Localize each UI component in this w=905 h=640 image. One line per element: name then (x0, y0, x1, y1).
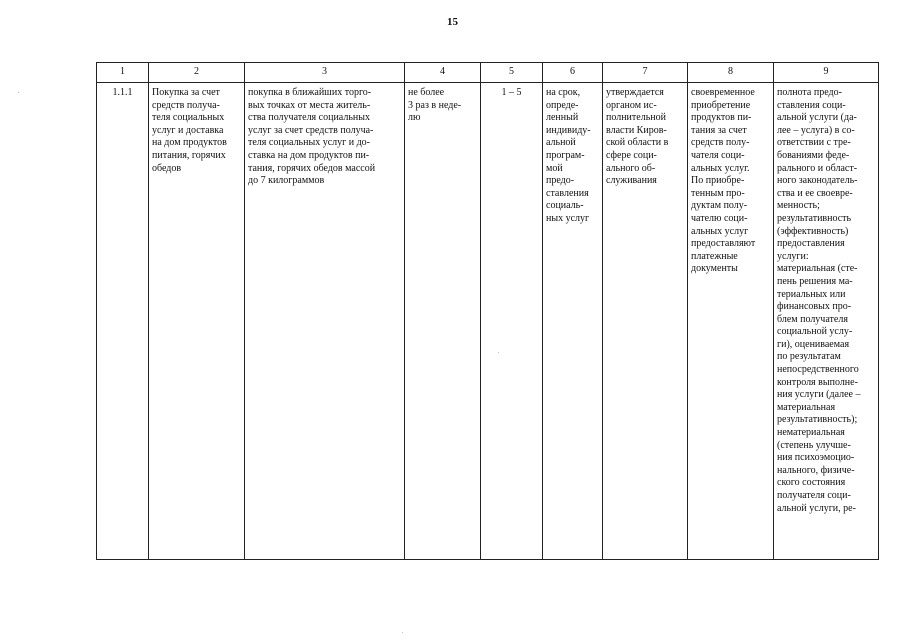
column-header-5: 5 (481, 63, 543, 83)
column-header-7: 7 (603, 63, 688, 83)
column-header-9: 9 (774, 63, 879, 83)
column-header-3: 3 (245, 63, 405, 83)
scan-speck (498, 352, 499, 353)
scan-speck (18, 92, 19, 93)
service-conditions: своевременное приобретение продуктов пи- тания за счет средств полу- чателя соци- альных услуг. По приобре- тенным про- дуктам полу- чателю соци- альных услуг предоставляют платежные документы (688, 83, 774, 560)
service-duration: 1 – 5 (481, 83, 543, 560)
service-term: на срок, опреде- ленный индивиду- альной програм- мой предо- ставления социаль- ных услуг (543, 83, 603, 560)
service-name: Покупка за счет средств получа- теля социальных услуг и доставка на дом продуктов питания, горячих обедов (149, 83, 245, 560)
service-frequency: не более 3 раз в неде- лю (405, 83, 481, 560)
column-header-1: 1 (97, 63, 149, 83)
service-number: 1.1.1 (97, 83, 149, 560)
table-header-row (97, 63, 879, 83)
column-header-4: 4 (405, 63, 481, 83)
table-row (97, 83, 879, 560)
services-table (96, 62, 879, 560)
column-header-6: 6 (543, 63, 603, 83)
column-header-8: 8 (688, 63, 774, 83)
column-header-2: 2 (149, 63, 245, 83)
scan-speck (402, 632, 403, 633)
service-quality-indicators: полнота предо- ставления соци- альной услуги (да- лее – услуга) в со- ответствии с тре- бованиями феде- рального и област- ного законодатель- ства и ее своевре- менность; результативность (эффективность) предоставления услуги: материальная (сте- пень решения ма- териальных или финансовых про- блем получателя социальной услу- ги), оцениваемая по результатам непосредственного контроля выполне- ния услуги (далее – материальная результативность); нематериальная (степень улучше- ния психоэмоцио- нального, физиче- ского состояния получателя соци- альной услуги, ре- (774, 83, 879, 560)
service-tariff: утверждается органом ис- полнительной власти Киров- ской области в сфере соци- ального об- служивания (603, 83, 688, 560)
service-description: покупка в ближайших торго- вых точках от места житель- ства получателя социальных услуг за счет средств получа- теля социальных услуг и до- ставка на дом продуктов пи- тания, горячих обедов массой до 7 килограммов (245, 83, 405, 560)
page-number: 15 (447, 16, 458, 28)
